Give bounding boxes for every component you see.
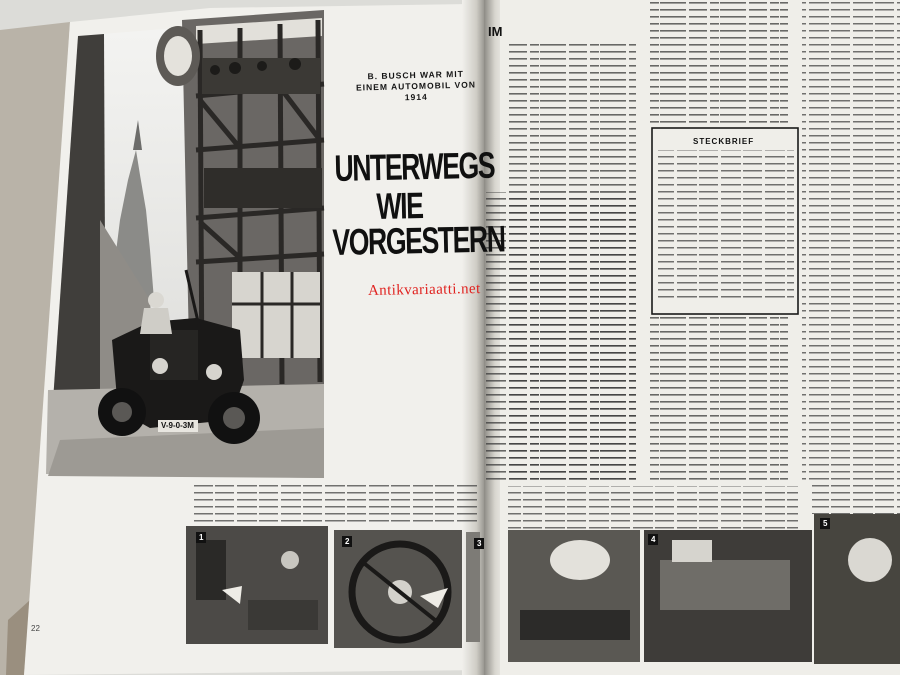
article-kicker: B. BUSCH WAR MIT EINEM AUTOMOBIL VON 1914 <box>355 68 477 103</box>
article-title-line-3: VORGESTERN <box>332 218 505 263</box>
page-number: 22 <box>31 624 40 633</box>
steckbrief-box <box>652 128 798 314</box>
street-photo <box>46 10 324 478</box>
figure-number-3: 3 <box>474 538 484 549</box>
sidebar-title: STECKBRIEF <box>693 137 755 146</box>
figure-number-2: 2 <box>342 536 352 547</box>
right-caption-text <box>508 486 798 530</box>
left-caption-text <box>194 482 478 524</box>
article-title-line-2: WIE <box>376 185 423 227</box>
figure-number-4: 4 <box>648 534 658 545</box>
drop-word: IM <box>488 24 503 39</box>
figure-strip-right <box>508 514 900 664</box>
article-title-line-1: UNTERWEGS <box>334 144 495 189</box>
right-caption-text-2 <box>812 480 900 514</box>
watermark-text: Antikvariaatti.net <box>367 281 481 299</box>
figure-number-1: 1 <box>196 532 206 543</box>
license-plate: V-9-0-3M <box>161 421 194 430</box>
figure-number-5: 5 <box>820 518 830 529</box>
